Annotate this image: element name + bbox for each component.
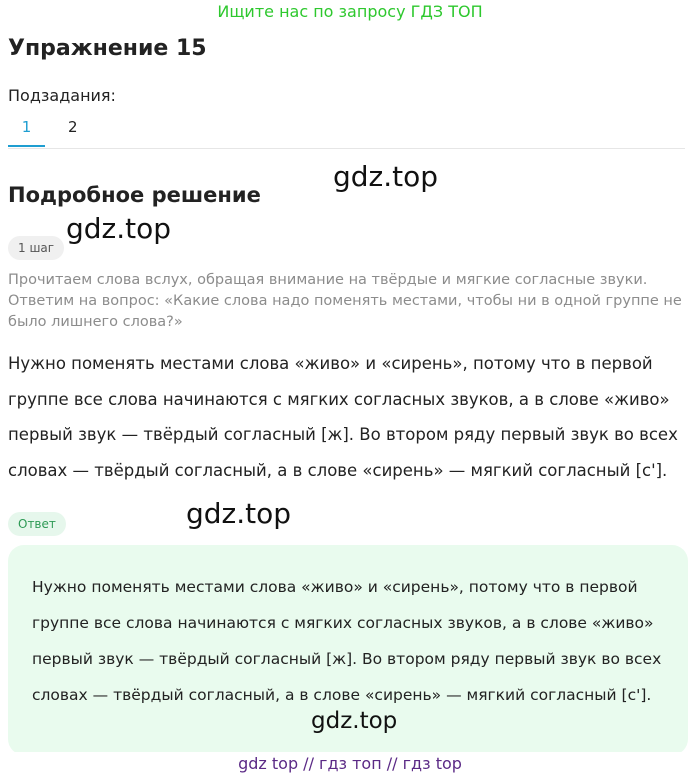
answer-badge: Ответ	[8, 512, 66, 536]
active-tab-indicator	[8, 145, 45, 147]
subtask-tabs	[8, 112, 685, 149]
solution-title: Подробное решение	[8, 183, 261, 207]
search-promo-banner: Ищите нас по запросу ГДЗ ТОП	[217, 2, 483, 21]
watermark: gdz.top	[311, 708, 398, 734]
watermark: gdz.top	[66, 212, 172, 245]
step-badge: 1 шаг	[8, 236, 64, 260]
solution-text: Нужно поменять местами слова «живо» и «сирень», потому что в первой группе все слова начинаются с мягких согласных звуков, а в слове «живо» первый звук — твёрдый согласный [ж]. Во втором ряду первый звук во всех словах — твёрдый согласный, а в слове «сирень» — мягкий согласный [с'].	[8, 354, 678, 480]
page-title: Упражнение 15	[8, 36, 207, 61]
footer-watermark: gdz top // гдз топ // гдз top	[0, 752, 700, 779]
tab-subtask-1-label: 1	[21, 118, 32, 136]
watermark: gdz.top	[186, 497, 292, 530]
subtasks-label: Подзадания:	[8, 86, 116, 105]
watermark: gdz.top	[333, 160, 439, 193]
tab-subtask-2-label: 2	[68, 118, 78, 136]
solution-hint: Прочитаем слова вслух, обращая внимание на твёрдые и мягкие согласные звуки. Ответим на вопрос: «Какие слова надо поменять местами, чтобы ни в одной группе не было лишнего слова?»	[8, 272, 682, 330]
tab-subtask-1[interactable]	[8, 118, 45, 136]
tab-subtask-2[interactable]	[68, 118, 78, 136]
answer-text: Нужно поменять местами слова «живо» и «сирень», потому что в первой группе все слова начинаются с мягких согласных звуков, а в слове «живо» первый звук — твёрдый согласный [ж]. Во втором ряду первый звук во всех словах — твёрдый согласный, а в слове «сирень» — мягкий согласный [с'].	[32, 578, 662, 704]
